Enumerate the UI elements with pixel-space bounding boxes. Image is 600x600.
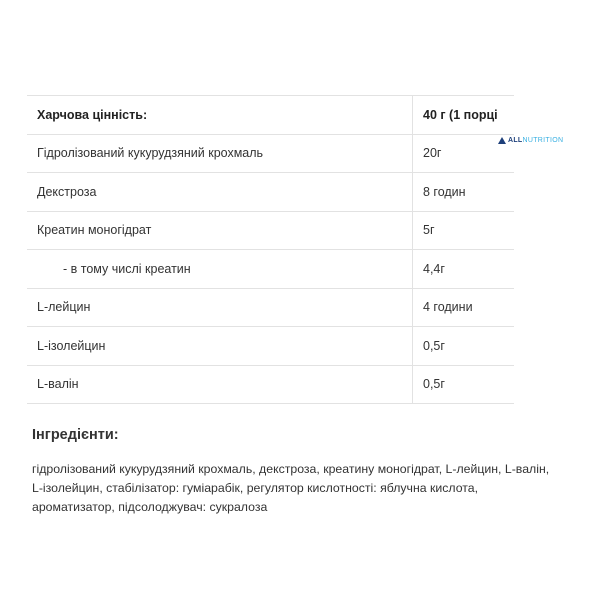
table-row <box>27 250 514 289</box>
nutrition-table <box>27 95 514 404</box>
row-label: Гідролізований кукурудзяний крохмаль <box>27 134 413 173</box>
row-value: 20г <box>413 134 515 173</box>
row-value: 4 години <box>413 288 515 327</box>
row-label: Декстроза <box>27 173 413 212</box>
table-row <box>27 365 514 404</box>
row-value: 0,5г <box>413 327 515 366</box>
row-value: 5г <box>413 211 515 250</box>
table-row <box>27 173 514 212</box>
table-row <box>27 288 514 327</box>
table-header-row <box>27 96 514 135</box>
ingredients-title: Інгредієнти: <box>32 427 119 443</box>
row-label-indented: - в тому числі креатин <box>27 250 413 289</box>
brand-logo-part2: NUTRITION <box>522 137 564 144</box>
logo-triangle-icon <box>498 137 506 144</box>
row-label: L-лейцин <box>27 288 413 327</box>
brand-logo <box>498 137 563 144</box>
row-value: 4,4г <box>413 250 515 289</box>
table-row <box>27 211 514 250</box>
header-value: 40 г (1 порці <box>413 96 515 135</box>
ingredients-text: гідролізований кукурудзяний крохмаль, декстроза, креатину моногідрат, L-лейцин, L-валін, L-ізолейцин, стабілізатор: гуміарабік, регулятор кислотності: яблучна кислота, ароматизатор, підсолоджувач: сукралоза <box>32 462 550 514</box>
table-row <box>27 134 514 173</box>
row-value: 0,5г <box>413 365 515 404</box>
brand-logo-part1: ALL <box>508 137 523 144</box>
table-row <box>27 327 514 366</box>
row-label: Креатин моногідрат <box>27 211 413 250</box>
row-label: L-ізолейцин <box>27 327 413 366</box>
header-label: Харчова цінність: <box>27 96 413 135</box>
row-value: 8 годин <box>413 173 515 212</box>
row-label: L-валін <box>27 365 413 404</box>
